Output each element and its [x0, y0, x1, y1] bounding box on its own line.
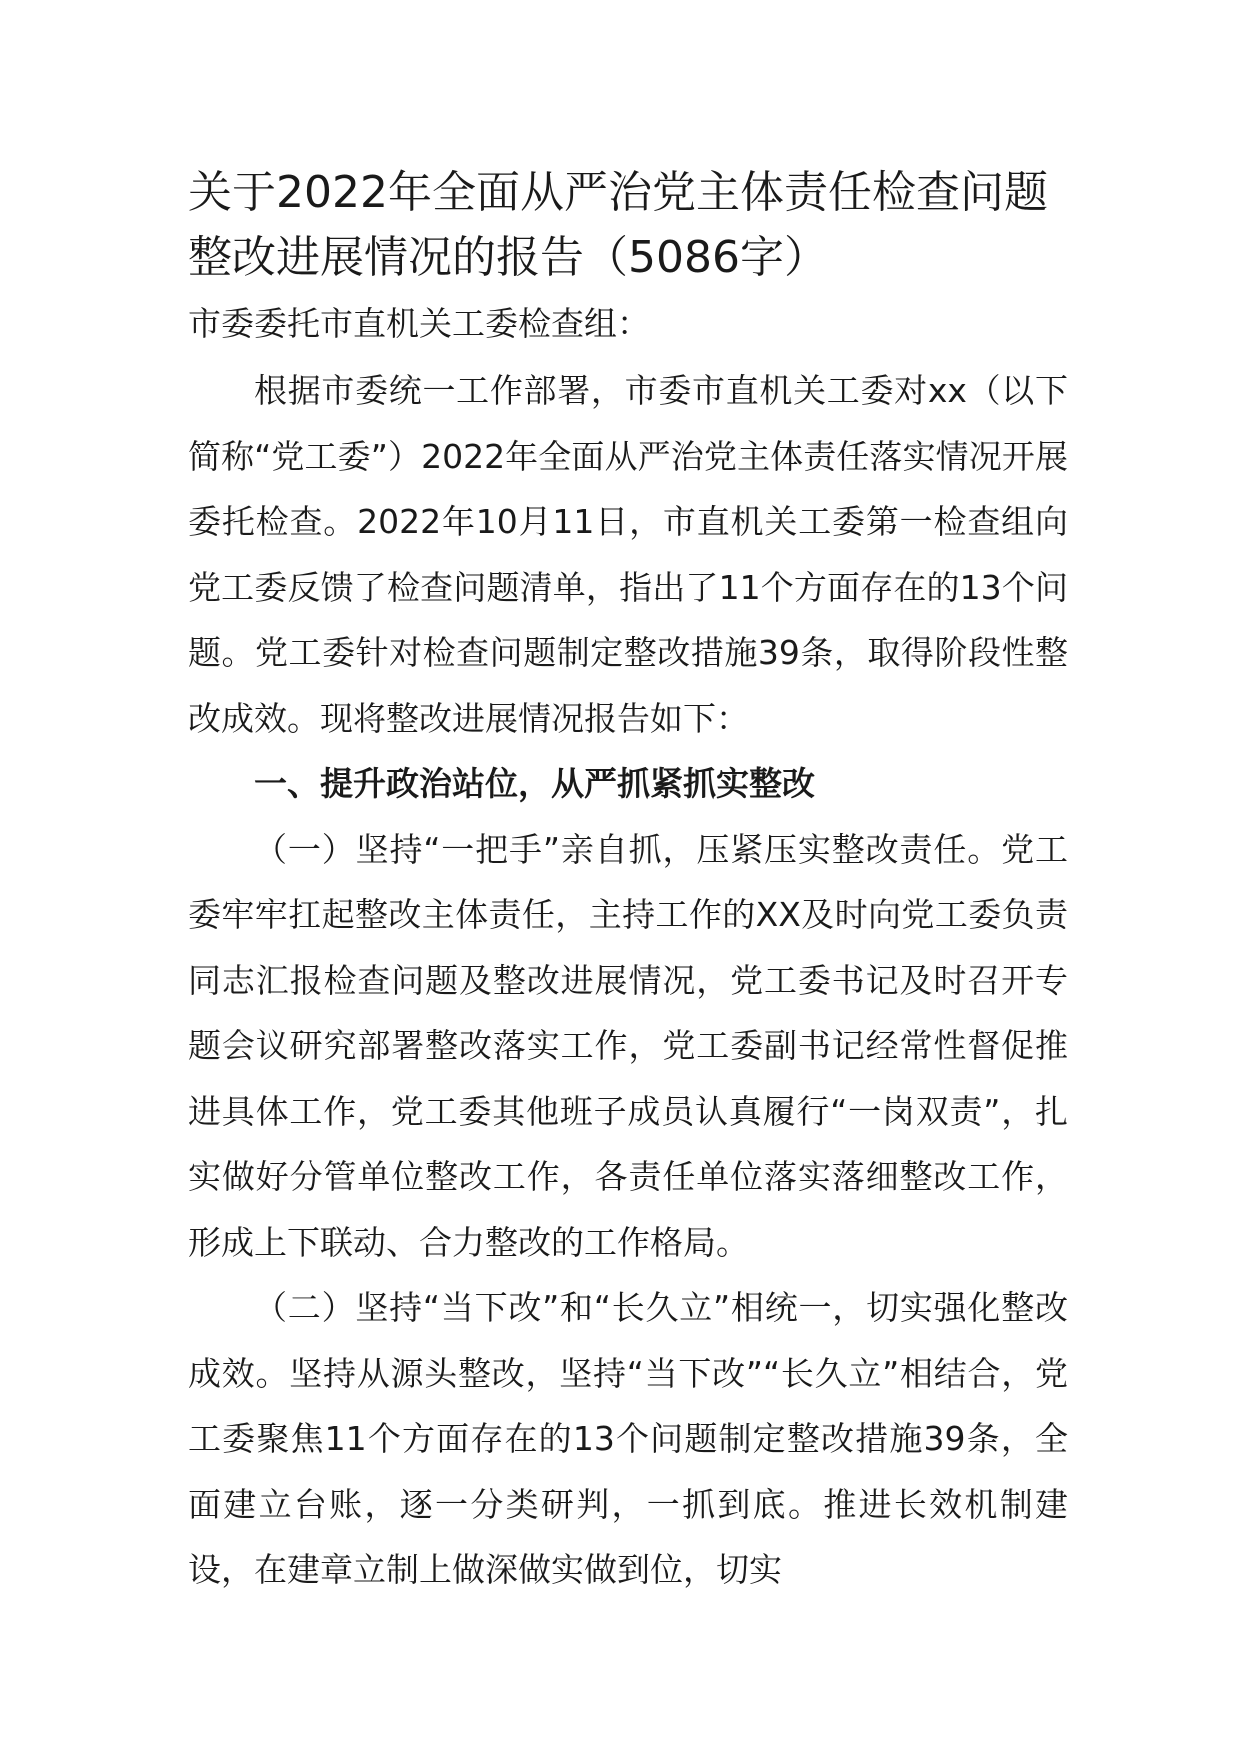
document-page	[188, 160, 1068, 1603]
intro-paragraph: 根据市委统一工作部署，市委市直机关工委对xx（以下简称“党工委”）2022年全面从严治党主体责任落实情况开展委托检查。2022年10月11日，市直机关工委第一检查组向党工委反馈了检查问题清单，指出了11个方面存在的13个问题。党工委针对检查问题制定整改措施39条，取得阶段性整改成效。现将整改进展情况报告如下：	[188, 371, 1068, 738]
subsection-paragraph-2: （二）坚持“当下改”和“长久立”相统一，切实强化整改成效。坚持从源头整改，坚持“当下改”“长久立”相结合，党工委聚焦11个方面存在的13个问题制定整改措施39条，全面建立台账，逐一分类研判，一抓到底。推进长效机制建设，在建章立制上做深做实做到位，切实	[188, 1288, 1068, 1589]
document-title: 关于2022年全面从严治党主体责任检查问题整改进展情况的报告（5086字）	[188, 167, 1048, 283]
section-heading: 一、提升政治站位，从严抓紧抓实整改	[254, 764, 815, 803]
subsection-paragraph-1: （一）坚持“一把手”亲自抓，压紧压实整改责任。党工委牢牢扛起整改主体责任，主持工作的XX及时向党工委负责同志汇报检查问题及整改进展情况，党工委书记及时召开专题会议研究部署整改落实工作，党工委副书记经常性督促推进具体工作，党工委其他班子成员认真履行“一岗双责”，扎实做好分管单位整改工作，各责任单位落实落细整改工作，形成上下联动、合力整改的工作格局。	[188, 829, 1068, 1262]
salutation: 市委委托市直机关工委检查组：	[188, 304, 650, 343]
